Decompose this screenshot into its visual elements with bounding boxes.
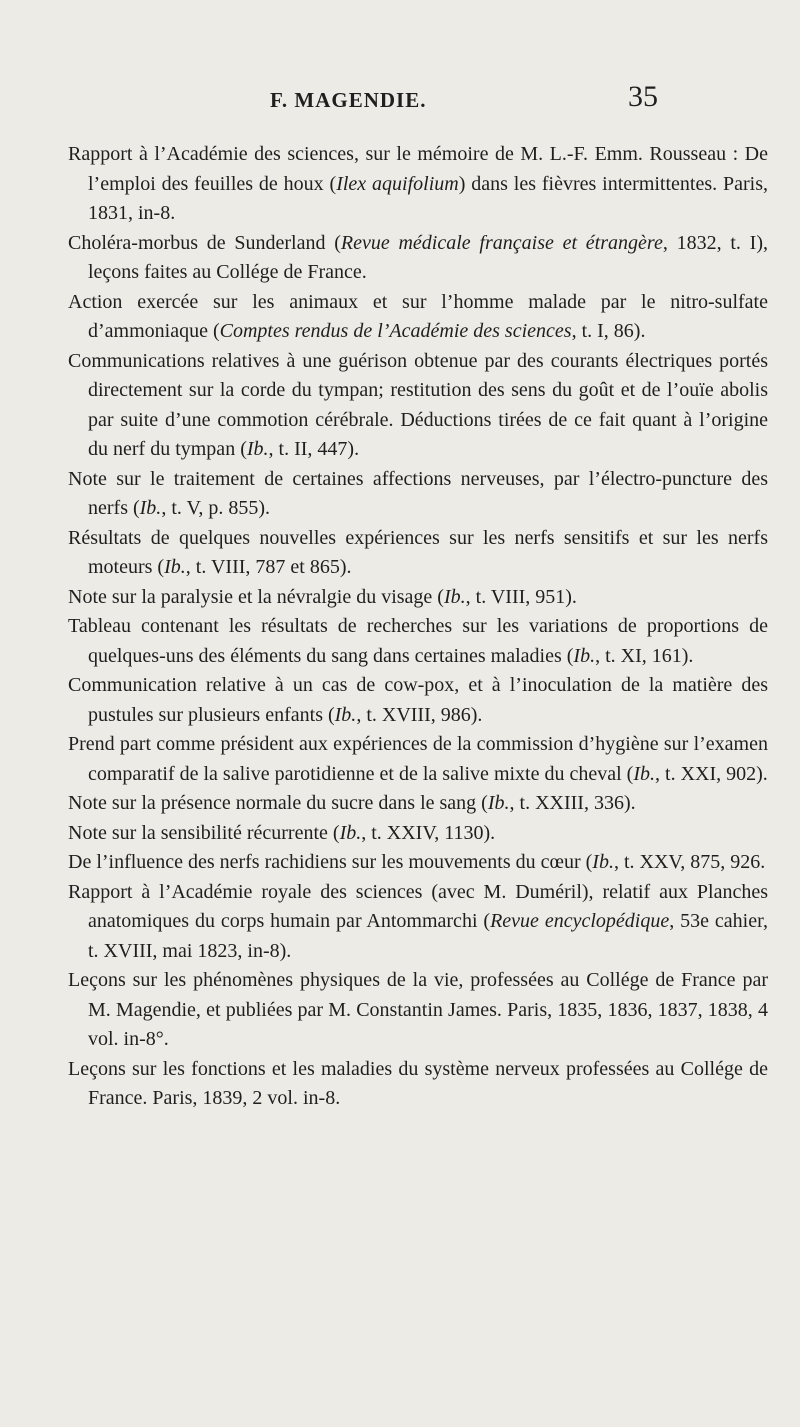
entry-text: , t. VIII, 787 et 865). — [185, 556, 352, 578]
entry-text: , 1832, t. I), leçons faites au Collége de France. — [88, 231, 768, 283]
entry-text: Leçons sur les fonctions et les maladies du système nerveux professées au Collége de France. Paris, 1839, 2 vol. in-8. — [68, 1057, 768, 1109]
entry-text: , t. XI, 161). — [595, 644, 694, 667]
entry-text: Rapport à l’Académie royale des sciences (avec M. Duméril), relatif aux Planches anatomiques du corps humain par Antommarchi ( — [68, 880, 768, 932]
entry-title-italic: Ib. — [573, 644, 596, 667]
entry-text: , t. XVIII, 986). — [356, 703, 483, 726]
bibliography-entry — [68, 671, 768, 730]
entry-title-italic: Revue médicale française et étrangère — [340, 231, 663, 254]
entry-text: Résultats de quelques nouvelles expériences sur les nerfs sensitifs et sur les nerfs moteurs ( — [68, 526, 768, 578]
bibliography-entry — [68, 789, 768, 819]
bibliography-entry — [68, 848, 768, 878]
entry-title-italic: Ib. — [246, 438, 269, 460]
entry-text: Note sur la paralysie et la névralgie du visage ( — [68, 585, 444, 608]
entry-text: , t. I, 86). — [571, 320, 646, 342]
entry-text: , t. XXV, 875, 926. — [613, 851, 766, 873]
entry-text: Choléra-morbus de Sunderland ( — [68, 231, 341, 254]
entry-text: Note sur le traitement de certaines affections nerveuses, par l’électro-puncture des nerfs ( — [68, 467, 768, 519]
entry-title-italic: Ilex aquifolium — [336, 172, 459, 195]
entry-title-italic: Ib. — [164, 556, 186, 578]
entry-text: Prend part comme président aux expériences de la commission d’hygiène sur l’examen comparatif de la salive parotidienne et de la salive mixte du cheval ( — [68, 733, 768, 785]
entry-title-italic: Ib. — [139, 497, 162, 519]
entry-text: , t. II, 447). — [268, 438, 360, 460]
entry-text: De l’influence des nerfs rachidiens sur les mouvements du cœur ( — [68, 851, 593, 873]
entry-text: Note sur la sensibilité récurrente ( — [68, 821, 340, 844]
bibliography-entry — [68, 730, 768, 789]
entry-text: Rapport à l’Académie des sciences, sur le mémoire de M. L.-F. Emm. Rousseau : De l’emploi des feuilles de houx ( — [68, 143, 768, 195]
entry-title-italic: Ib. — [592, 851, 614, 873]
bibliography-entry — [68, 229, 768, 288]
bibliography-entry — [68, 140, 768, 229]
entry-text: Leçons sur les phénomènes physiques de la vie, professées au Collége de France par M. Magendie, et publiées par M. Constantin James. Paris, 1835, 1836, 1837, 1838, 4 vol. in-8°. — [68, 969, 768, 1050]
entry-text: , t. V, p. 855). — [161, 497, 271, 519]
bibliography-entry — [68, 1055, 768, 1114]
entry-title-italic: Comptes rendus de l’Académie des sciences — [219, 320, 572, 342]
bibliography-entry — [68, 288, 768, 347]
entry-title-italic: Ib. — [334, 703, 357, 726]
entry-title-italic: Ib. — [443, 585, 466, 608]
entry-title-italic: Ib. — [487, 792, 510, 814]
bibliography-entry — [68, 966, 768, 1055]
entry-title-italic: Ib. — [633, 762, 656, 785]
bibliography-entry — [68, 465, 768, 524]
bibliography-entry — [68, 612, 768, 671]
entry-text: , t. VIII, 951). — [465, 585, 577, 608]
page-number: 35 — [628, 80, 658, 113]
bibliography-entry — [68, 583, 768, 613]
entry-text: , t. XXI, 902). — [655, 762, 768, 785]
bibliography-entry — [68, 347, 768, 465]
running-head: F. MAGENDIE. — [270, 88, 427, 112]
entry-text: , 53e cahier, t. XVIII, mai 1823, in-8). — [88, 910, 768, 962]
bibliography-entry — [68, 524, 768, 583]
entry-text: Note sur la présence normale du sucre dans le sang ( — [68, 792, 488, 814]
bibliography-list — [68, 140, 768, 1114]
bibliography-entry — [68, 878, 768, 967]
entry-text: , t. XXIII, 336). — [509, 792, 636, 814]
bibliography-entry — [68, 819, 768, 849]
entry-title-italic: Revue encyclopédique — [490, 910, 670, 932]
entry-text: ) dans les fièvres intermittentes. Paris, 1831, in-8. — [88, 172, 769, 224]
entry-text: , t. XXIV, 1130). — [361, 821, 496, 844]
entry-title-italic: Ib. — [339, 821, 362, 844]
entry-text: Communications relatives à une guérison obtenue par des courants électriques portés directement sur la corde du tympan; restitution des sens du goût et de l’ouïe abolis par suite d’une commotion cérébrale. Déductions tirées de ce fait quant à l’origine du nerf du tympan ( — [68, 349, 768, 460]
page-header — [0, 80, 800, 120]
entry-text: Communication relative à un cas de cow-pox, et à l’inoculation de la matière des pustules sur plusieurs enfants ( — [68, 674, 768, 726]
entry-text: Tableau contenant les résultats de recherches sur les variations de proportions de quelques-uns des éléments du sang dans certaines maladies ( — [68, 615, 768, 667]
entry-text: Action exercée sur les animaux et sur l’homme malade par le nitro-sulfate d’ammoniaque ( — [68, 290, 768, 342]
